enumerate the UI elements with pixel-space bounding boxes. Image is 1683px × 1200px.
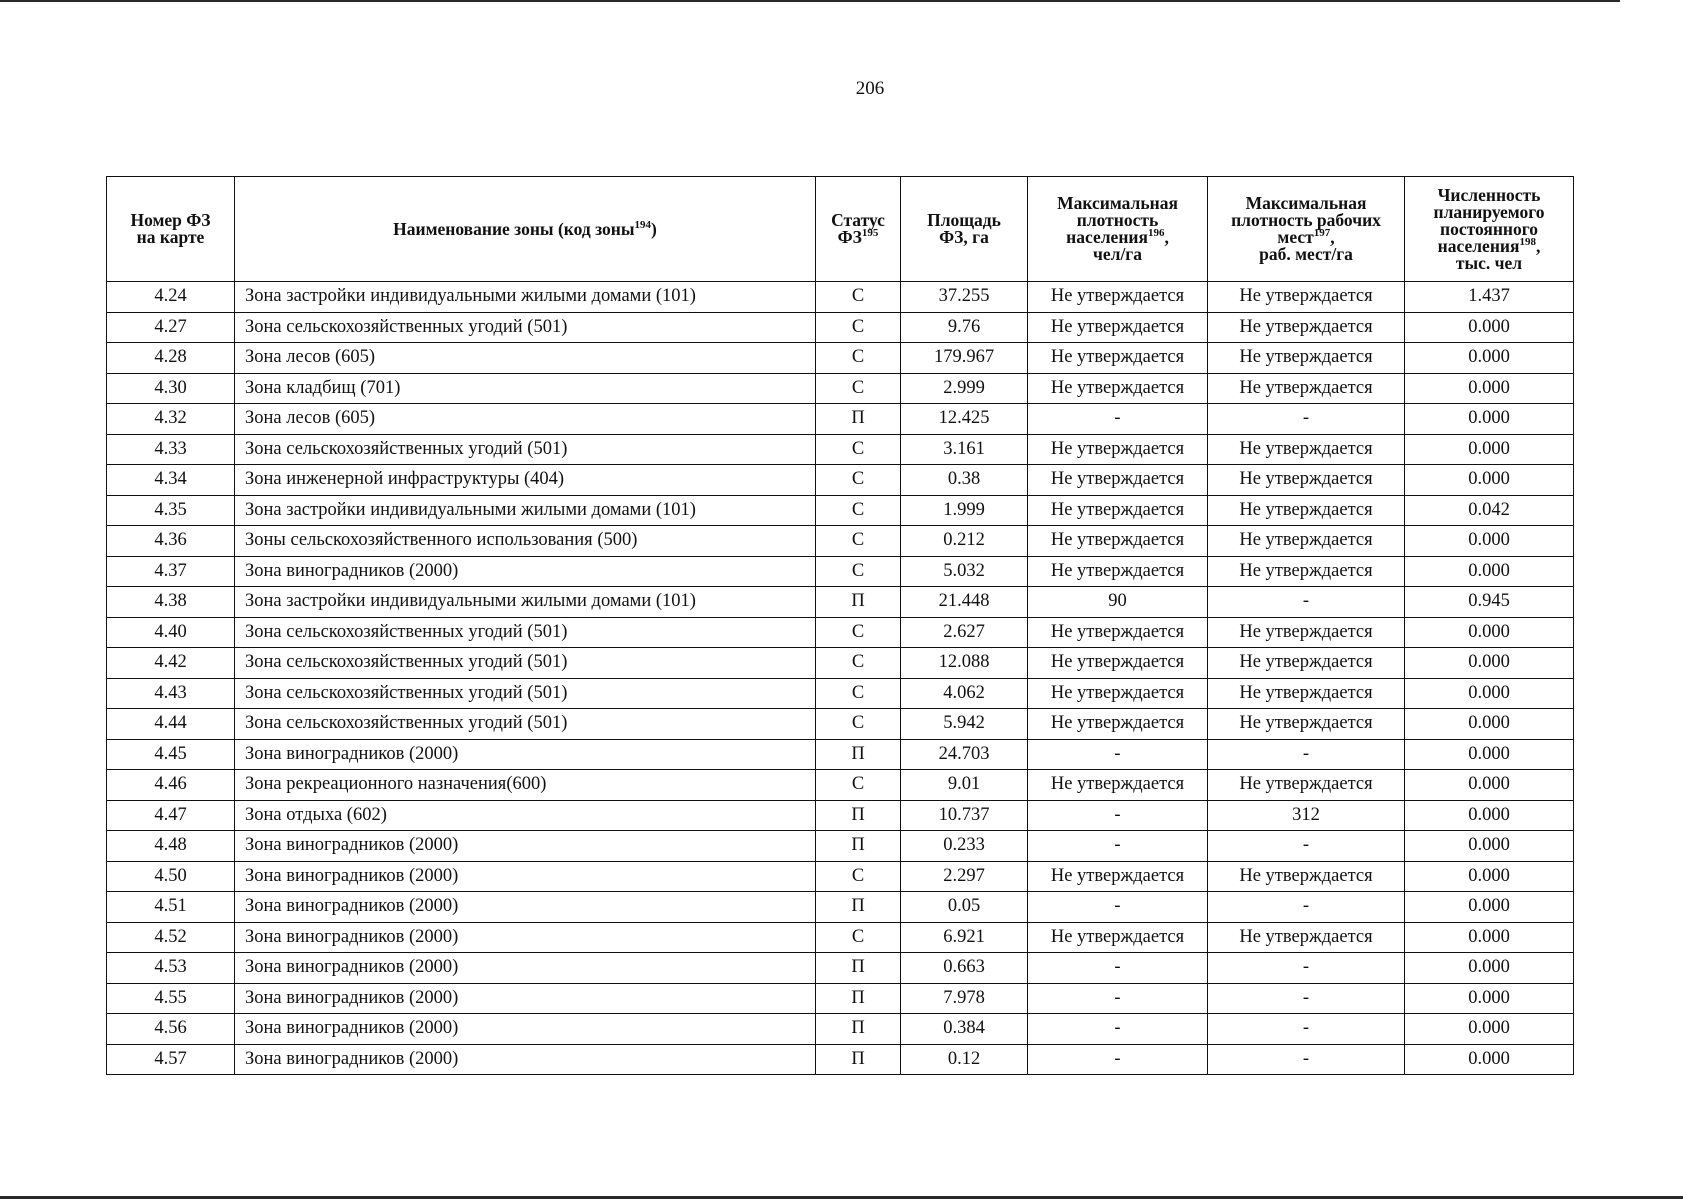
cell-workplace-density: Не утверждается [1208,617,1405,648]
cell-population-density: - [1028,1044,1208,1075]
header-map-number: Номер ФЗ на карте [107,177,235,282]
cell-workplace-density: Не утверждается [1208,709,1405,740]
table-row [107,434,1574,465]
cell-population-density: Не утверждается [1028,678,1208,709]
cell-planned-population: 0.000 [1405,434,1574,465]
cell-status: П [816,739,901,770]
table-row [107,861,1574,892]
cell-planned-population: 0.000 [1405,800,1574,831]
cell-workplace-density: - [1208,587,1405,618]
cell-map-number: 4.36 [107,526,235,557]
cell-status: С [816,282,901,313]
cell-map-number: 4.53 [107,953,235,984]
cell-workplace-density: Не утверждается [1208,861,1405,892]
table-row [107,892,1574,923]
cell-area: 7.978 [901,983,1028,1014]
cell-map-number: 4.46 [107,770,235,801]
table-row [107,1014,1574,1045]
header-row [107,177,1574,282]
cell-status: П [816,1014,901,1045]
cell-status: С [816,770,901,801]
cell-map-number: 4.34 [107,465,235,496]
table-row [107,1044,1574,1075]
cell-map-number: 4.52 [107,922,235,953]
cell-map-number: 4.40 [107,617,235,648]
cell-map-number: 4.55 [107,983,235,1014]
cell-population-density: - [1028,953,1208,984]
cell-population-density: - [1028,800,1208,831]
cell-zone-name: Зона виноградников (2000) [235,953,816,984]
cell-workplace-density: - [1208,1044,1405,1075]
cell-zone-name: Зона лесов (605) [235,404,816,435]
cell-status: С [816,617,901,648]
table-row [107,678,1574,709]
scan-edge-bottom [0,1196,1683,1199]
cell-area: 4.062 [901,678,1028,709]
cell-workplace-density: Не утверждается [1208,556,1405,587]
cell-planned-population: 0.000 [1405,831,1574,862]
cell-area: 9.01 [901,770,1028,801]
cell-area: 24.703 [901,739,1028,770]
cell-area: 37.255 [901,282,1028,313]
table-row [107,800,1574,831]
cell-status: С [816,312,901,343]
cell-planned-population: 0.000 [1405,556,1574,587]
cell-status: С [816,373,901,404]
cell-planned-population: 0.000 [1405,892,1574,923]
table-row [107,587,1574,618]
cell-planned-population: 0.000 [1405,526,1574,557]
cell-planned-population: 0.000 [1405,861,1574,892]
cell-map-number: 4.51 [107,892,235,923]
cell-area: 0.212 [901,526,1028,557]
cell-population-density: Не утверждается [1028,617,1208,648]
header-status: Статус ФЗ$^{195}$ [816,177,901,282]
cell-zone-name: Зона виноградников (2000) [235,861,816,892]
cell-status: С [816,465,901,496]
cell-planned-population: 0.000 [1405,1044,1574,1075]
table-row [107,404,1574,435]
cell-workplace-density: Не утверждается [1208,343,1405,374]
cell-population-density: - [1028,831,1208,862]
cell-workplace-density: Не утверждается [1208,922,1405,953]
cell-workplace-density: - [1208,1014,1405,1045]
cell-map-number: 4.50 [107,861,235,892]
cell-status: С [816,526,901,557]
zones-table [106,176,1574,1075]
cell-workplace-density: Не утверждается [1208,312,1405,343]
cell-population-density: Не утверждается [1028,495,1208,526]
cell-population-density: Не утверждается [1028,312,1208,343]
cell-population-density: Не утверждается [1028,556,1208,587]
cell-population-density: Не утверждается [1028,343,1208,374]
table-row [107,373,1574,404]
cell-area: 0.05 [901,892,1028,923]
cell-area: 3.161 [901,434,1028,465]
cell-area: 0.663 [901,953,1028,984]
cell-population-density: - [1028,404,1208,435]
cell-area: 12.425 [901,404,1028,435]
table-row [107,495,1574,526]
cell-status: П [816,800,901,831]
cell-map-number: 4.37 [107,556,235,587]
cell-status: П [816,587,901,618]
table-row [107,922,1574,953]
cell-planned-population: 0.945 [1405,587,1574,618]
cell-zone-name: Зона рекреационного назначения(600) [235,770,816,801]
table-row [107,983,1574,1014]
cell-zone-name: Зона виноградников (2000) [235,1044,816,1075]
cell-map-number: 4.45 [107,739,235,770]
table-row [107,312,1574,343]
cell-planned-population: 1.437 [1405,282,1574,313]
cell-population-density: Не утверждается [1028,373,1208,404]
cell-planned-population: 0.000 [1405,617,1574,648]
cell-status: С [816,678,901,709]
cell-planned-population: 0.000 [1405,343,1574,374]
cell-zone-name: Зона застройки индивидуальными жилыми домами (101) [235,282,816,313]
cell-map-number: 4.44 [107,709,235,740]
cell-workplace-density: - [1208,739,1405,770]
cell-zone-name: Зона сельскохозяйственных угодий (501) [235,434,816,465]
table-row [107,617,1574,648]
cell-area: 179.967 [901,343,1028,374]
table-row [107,282,1574,313]
cell-area: 0.12 [901,1044,1028,1075]
cell-map-number: 4.38 [107,587,235,618]
cell-planned-population: 0.000 [1405,1014,1574,1045]
cell-area: 10.737 [901,800,1028,831]
cell-status: П [816,983,901,1014]
cell-area: 5.942 [901,709,1028,740]
cell-zone-name: Зона виноградников (2000) [235,1014,816,1045]
cell-workplace-density: - [1208,404,1405,435]
cell-status: П [816,1044,901,1075]
cell-area: 9.76 [901,312,1028,343]
cell-workplace-density: Не утверждается [1208,465,1405,496]
cell-zone-name: Зона застройки индивидуальными жилыми домами (101) [235,495,816,526]
cell-status: С [816,556,901,587]
cell-status: П [816,404,901,435]
cell-population-density: Не утверждается [1028,526,1208,557]
cell-planned-population: 0.000 [1405,373,1574,404]
cell-planned-population: 0.000 [1405,404,1574,435]
cell-map-number: 4.42 [107,648,235,679]
cell-zone-name: Зона сельскохозяйственных угодий (501) [235,709,816,740]
table-row [107,953,1574,984]
header-max-workplace-density: Максимальная плотность рабочих мест$^{197}$, раб. мест/га [1208,177,1405,282]
cell-workplace-density: Не утверждается [1208,648,1405,679]
cell-population-density: Не утверждается [1028,648,1208,679]
cell-planned-population: 0.000 [1405,983,1574,1014]
cell-workplace-density: Не утверждается [1208,495,1405,526]
cell-workplace-density: - [1208,831,1405,862]
cell-planned-population: 0.000 [1405,312,1574,343]
cell-status: П [816,953,901,984]
cell-population-density: Не утверждается [1028,922,1208,953]
cell-map-number: 4.28 [107,343,235,374]
cell-zone-name: Зона виноградников (2000) [235,556,816,587]
table-row [107,648,1574,679]
cell-map-number: 4.43 [107,678,235,709]
cell-map-number: 4.32 [107,404,235,435]
cell-planned-population: 0.000 [1405,709,1574,740]
scan-edge-top [0,0,1620,2]
cell-status: С [816,495,901,526]
cell-workplace-density: - [1208,892,1405,923]
cell-population-density: - [1028,739,1208,770]
cell-map-number: 4.24 [107,282,235,313]
cell-status: С [816,648,901,679]
cell-workplace-density: 312 [1208,800,1405,831]
cell-population-density: Не утверждается [1028,434,1208,465]
cell-population-density: - [1028,1014,1208,1045]
cell-workplace-density: Не утверждается [1208,282,1405,313]
cell-status: С [816,709,901,740]
cell-status: П [816,831,901,862]
cell-area: 0.384 [901,1014,1028,1045]
cell-map-number: 4.30 [107,373,235,404]
cell-workplace-density: - [1208,983,1405,1014]
cell-zone-name: Зона виноградников (2000) [235,892,816,923]
header-zone-name: Наименование зоны (код зоны$^{194}$) [235,177,816,282]
cell-zone-name: Зона виноградников (2000) [235,922,816,953]
page-number: 206 [855,78,885,99]
cell-population-density: Не утверждается [1028,770,1208,801]
cell-status: С [816,922,901,953]
cell-map-number: 4.33 [107,434,235,465]
cell-zone-name: Зона виноградников (2000) [235,831,816,862]
cell-population-density: Не утверждается [1028,861,1208,892]
table-row [107,465,1574,496]
cell-map-number: 4.27 [107,312,235,343]
table-row [107,343,1574,374]
cell-workplace-density: Не утверждается [1208,526,1405,557]
cell-area: 21.448 [901,587,1028,618]
cell-population-density: - [1028,892,1208,923]
cell-population-density: 90 [1028,587,1208,618]
cell-zone-name: Зона инженерной инфраструктуры (404) [235,465,816,496]
cell-workplace-density: Не утверждается [1208,770,1405,801]
cell-planned-population: 0.000 [1405,922,1574,953]
cell-area: 2.297 [901,861,1028,892]
cell-status: С [816,343,901,374]
header-max-population-density: Максимальная плотность населения$^{196}$, чел/га [1028,177,1208,282]
cell-zone-name: Зона виноградников (2000) [235,983,816,1014]
table-row [107,739,1574,770]
cell-population-density: Не утверждается [1028,282,1208,313]
cell-zone-name: Зона лесов (605) [235,343,816,374]
cell-planned-population: 0.042 [1405,495,1574,526]
cell-area: 6.921 [901,922,1028,953]
table-header [107,177,1574,282]
table-row [107,526,1574,557]
cell-area: 0.233 [901,831,1028,862]
cell-status: С [816,434,901,465]
table-row [107,709,1574,740]
cell-area: 2.999 [901,373,1028,404]
cell-map-number: 4.48 [107,831,235,862]
cell-planned-population: 0.000 [1405,465,1574,496]
cell-area: 5.032 [901,556,1028,587]
header-planned-population: Численность планируемого постоянного населения$^{198}$, тыс. чел [1405,177,1574,282]
table-row [107,770,1574,801]
cell-workplace-density: - [1208,953,1405,984]
cell-workplace-density: Не утверждается [1208,434,1405,465]
cell-area: 12.088 [901,648,1028,679]
cell-status: С [816,861,901,892]
cell-zone-name: Зона виноградников (2000) [235,739,816,770]
header-area: Площадь ФЗ, га [901,177,1028,282]
cell-map-number: 4.47 [107,800,235,831]
cell-map-number: 4.56 [107,1014,235,1045]
cell-zone-name: Зона сельскохозяйственных угодий (501) [235,648,816,679]
cell-zone-name: Зоны сельскохозяйственного использования (500) [235,526,816,557]
cell-workplace-density: Не утверждается [1208,373,1405,404]
cell-map-number: 4.35 [107,495,235,526]
cell-zone-name: Зона отдыха (602) [235,800,816,831]
cell-workplace-density: Не утверждается [1208,678,1405,709]
cell-population-density: - [1028,983,1208,1014]
table-body [107,282,1574,1075]
table-row [107,831,1574,862]
cell-map-number: 4.57 [107,1044,235,1075]
cell-area: 2.627 [901,617,1028,648]
cell-zone-name: Зона кладбищ (701) [235,373,816,404]
cell-planned-population: 0.000 [1405,678,1574,709]
cell-zone-name: Зона сельскохозяйственных угодий (501) [235,312,816,343]
cell-planned-population: 0.000 [1405,770,1574,801]
cell-zone-name: Зона застройки индивидуальными жилыми домами (101) [235,587,816,618]
cell-planned-population: 0.000 [1405,953,1574,984]
cell-status: П [816,892,901,923]
cell-planned-population: 0.000 [1405,739,1574,770]
cell-zone-name: Зона сельскохозяйственных угодий (501) [235,678,816,709]
cell-area: 1.999 [901,495,1028,526]
cell-area: 0.38 [901,465,1028,496]
cell-population-density: Не утверждается [1028,709,1208,740]
cell-zone-name: Зона сельскохозяйственных угодий (501) [235,617,816,648]
table-row [107,556,1574,587]
cell-planned-population: 0.000 [1405,648,1574,679]
cell-population-density: Не утверждается [1028,465,1208,496]
